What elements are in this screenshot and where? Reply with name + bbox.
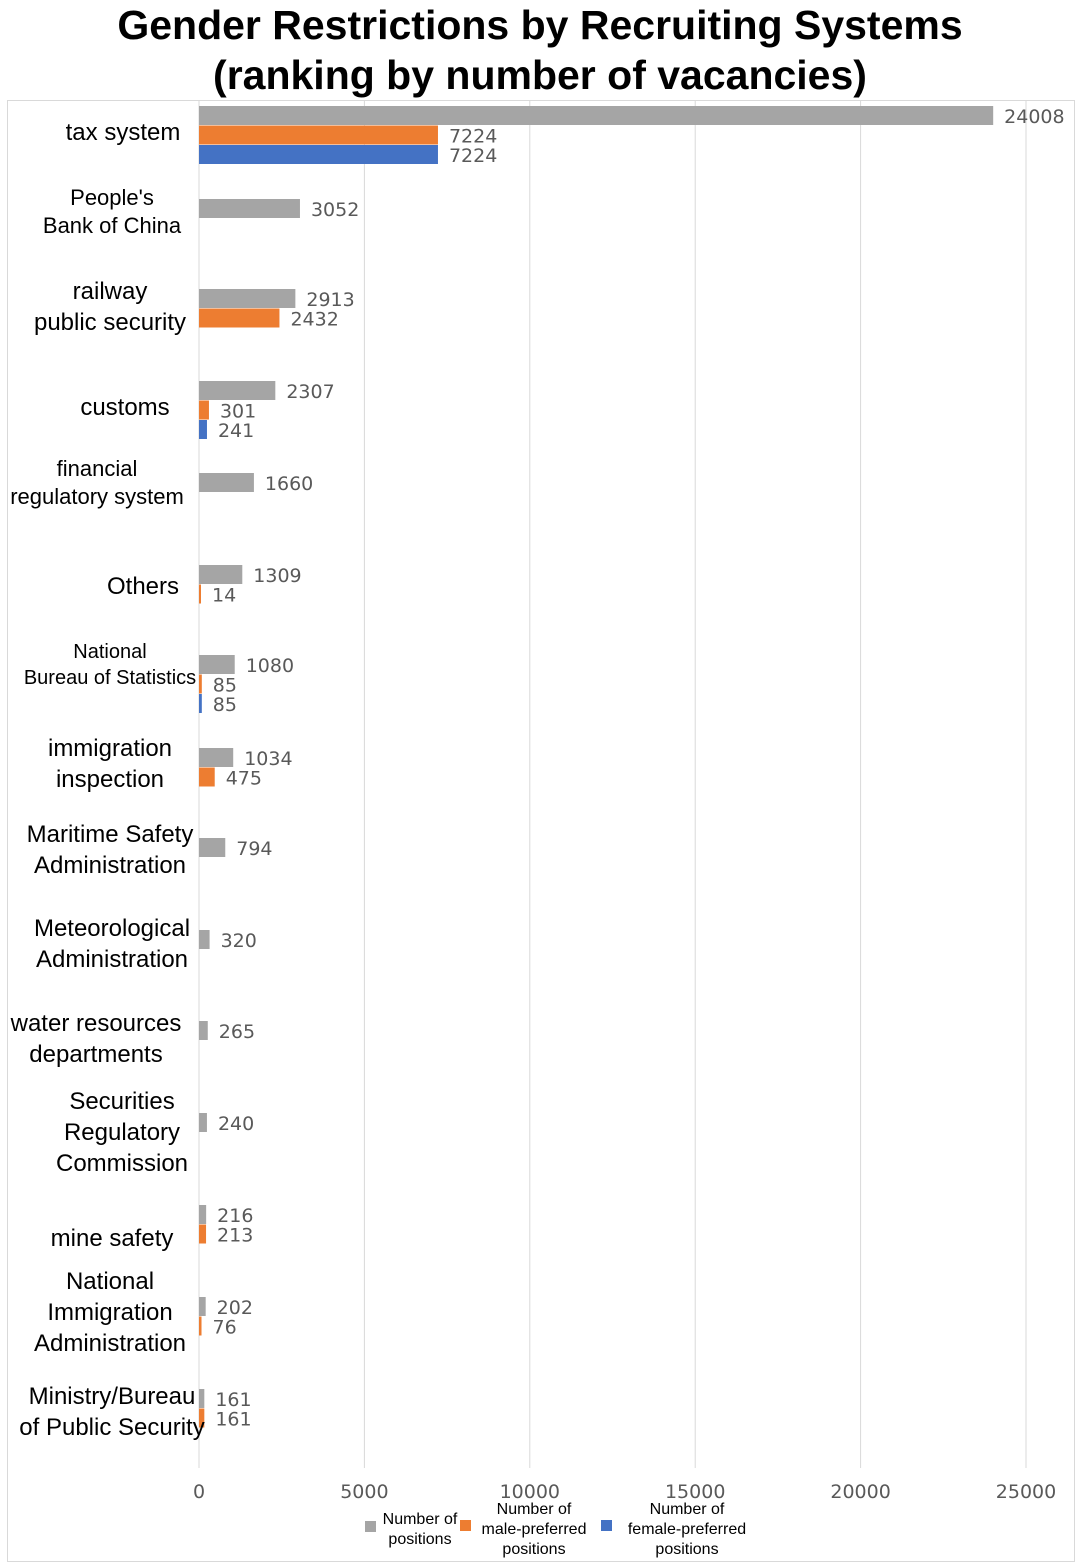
data-label: 3052	[310, 199, 360, 221]
data-label: 1660	[264, 473, 314, 495]
category-label-line: inspection	[55, 766, 165, 793]
data-label: 161	[215, 1408, 252, 1431]
legend-label-line: male-preferred	[481, 1521, 587, 1538]
data-label: 1080	[245, 655, 295, 677]
data-label: 1034	[244, 748, 293, 770]
data-label: 161	[215, 1389, 252, 1411]
data-label: 85	[212, 694, 237, 716]
category-label-line: Administration	[35, 946, 189, 973]
category-label-line: Meteorological	[33, 915, 191, 942]
category-label	[0, 733, 220, 795]
category-label	[2, 1223, 222, 1254]
category-label-line: immigration	[47, 735, 173, 762]
category-label	[15, 392, 235, 423]
category-label-line: customs	[80, 393, 170, 421]
category-label	[2, 1381, 222, 1443]
category-label-line: public security	[33, 309, 187, 336]
data-label: 7224	[448, 125, 498, 148]
category-label-line: mine safety	[50, 1224, 174, 1252]
category-label-line: National	[73, 641, 147, 663]
data-label: 85	[212, 674, 237, 697]
bar	[199, 1205, 206, 1224]
data-label: 265	[218, 1021, 256, 1043]
category-label	[2, 913, 222, 975]
category-label	[33, 571, 253, 602]
category-label-line: departments	[29, 1041, 163, 1068]
data-label: 794	[236, 838, 273, 860]
x-tick-label: 20000	[830, 1481, 891, 1503]
data-label: 2913	[306, 289, 355, 311]
bar	[199, 473, 254, 492]
data-label: 216	[217, 1205, 254, 1227]
data-label: 202	[216, 1297, 253, 1319]
data-label: 241	[217, 420, 255, 442]
data-label: 213	[217, 1224, 254, 1247]
chart-title-line: (ranking by number of vacancies)	[213, 52, 867, 98]
category-label-line: Bank of China	[42, 213, 182, 238]
category-label	[13, 117, 233, 148]
category-label-line: People's	[70, 185, 154, 210]
data-label: 7224	[448, 145, 498, 167]
x-tick-label: 25000	[995, 1481, 1057, 1503]
category-label-line: Administration	[33, 1329, 187, 1357]
bar	[199, 694, 202, 713]
category-label-line: Administration	[33, 852, 187, 879]
category-label	[0, 1008, 206, 1070]
category-label-line: Immigration	[47, 1298, 173, 1326]
x-tick-label: 0	[192, 1481, 206, 1503]
category-label-line: railway	[72, 278, 148, 305]
legend-label-line: female-preferred	[627, 1521, 747, 1538]
data-label: 76	[212, 1316, 237, 1339]
x-tick-label: 10000	[499, 1481, 561, 1503]
category-label	[0, 639, 220, 691]
category-label-line: Securities	[69, 1087, 175, 1115]
legend-label-line: positions	[388, 1531, 452, 1548]
category-label-line: Ministry/Bureau	[28, 1383, 196, 1410]
category-label-line: Maritime Safety	[26, 821, 194, 848]
data-label: 475	[225, 767, 262, 790]
chart-title-line: Gender Restrictions by Recruiting Systems	[117, 2, 963, 48]
category-label-line: Commission	[55, 1149, 189, 1177]
data-label: 320	[220, 930, 257, 952]
category-label-line: Regulatory	[63, 1118, 181, 1146]
legend	[360, 1500, 780, 1562]
category-label-line: Bureau of Statistics	[23, 667, 197, 689]
category-label	[12, 1086, 232, 1179]
category-label	[0, 1266, 220, 1359]
category-label-line: of Public Security	[19, 1414, 205, 1441]
data-label: 2432	[290, 308, 339, 331]
legend-label	[470, 1500, 598, 1560]
bar	[199, 420, 207, 439]
category-label	[2, 184, 222, 240]
category-label	[0, 276, 220, 338]
data-label: 2307	[286, 381, 335, 403]
category-label	[0, 819, 220, 881]
category-label-line: regulatory system	[10, 484, 184, 509]
legend-label	[375, 1510, 465, 1550]
legend-label-line: positions	[502, 1541, 566, 1558]
legend-label-line: Number of	[496, 1501, 572, 1518]
data-label: 301	[219, 400, 257, 423]
x-tick-label: 15000	[664, 1481, 726, 1503]
bar	[199, 106, 993, 125]
category-label-line: financial	[56, 456, 138, 481]
data-label: 24008	[1004, 106, 1065, 128]
legend-label	[612, 1500, 762, 1560]
bar	[199, 126, 438, 145]
data-label: 1309	[253, 565, 302, 587]
data-label: 240	[217, 1113, 255, 1135]
legend-label-line: positions	[655, 1541, 719, 1558]
bar	[199, 145, 438, 164]
legend-swatch	[601, 1520, 612, 1531]
category-label-line: National	[65, 1267, 155, 1295]
x-tick-label: 5000	[340, 1481, 389, 1503]
category-label-line: tax system	[65, 118, 181, 146]
category-label-line: Others	[106, 572, 180, 600]
category-label-line: water resources	[10, 1010, 182, 1037]
legend-label-line: Number of	[649, 1501, 725, 1518]
legend-label-line: Number of	[382, 1511, 458, 1528]
data-label: 14	[212, 584, 237, 607]
category-label	[0, 455, 207, 511]
